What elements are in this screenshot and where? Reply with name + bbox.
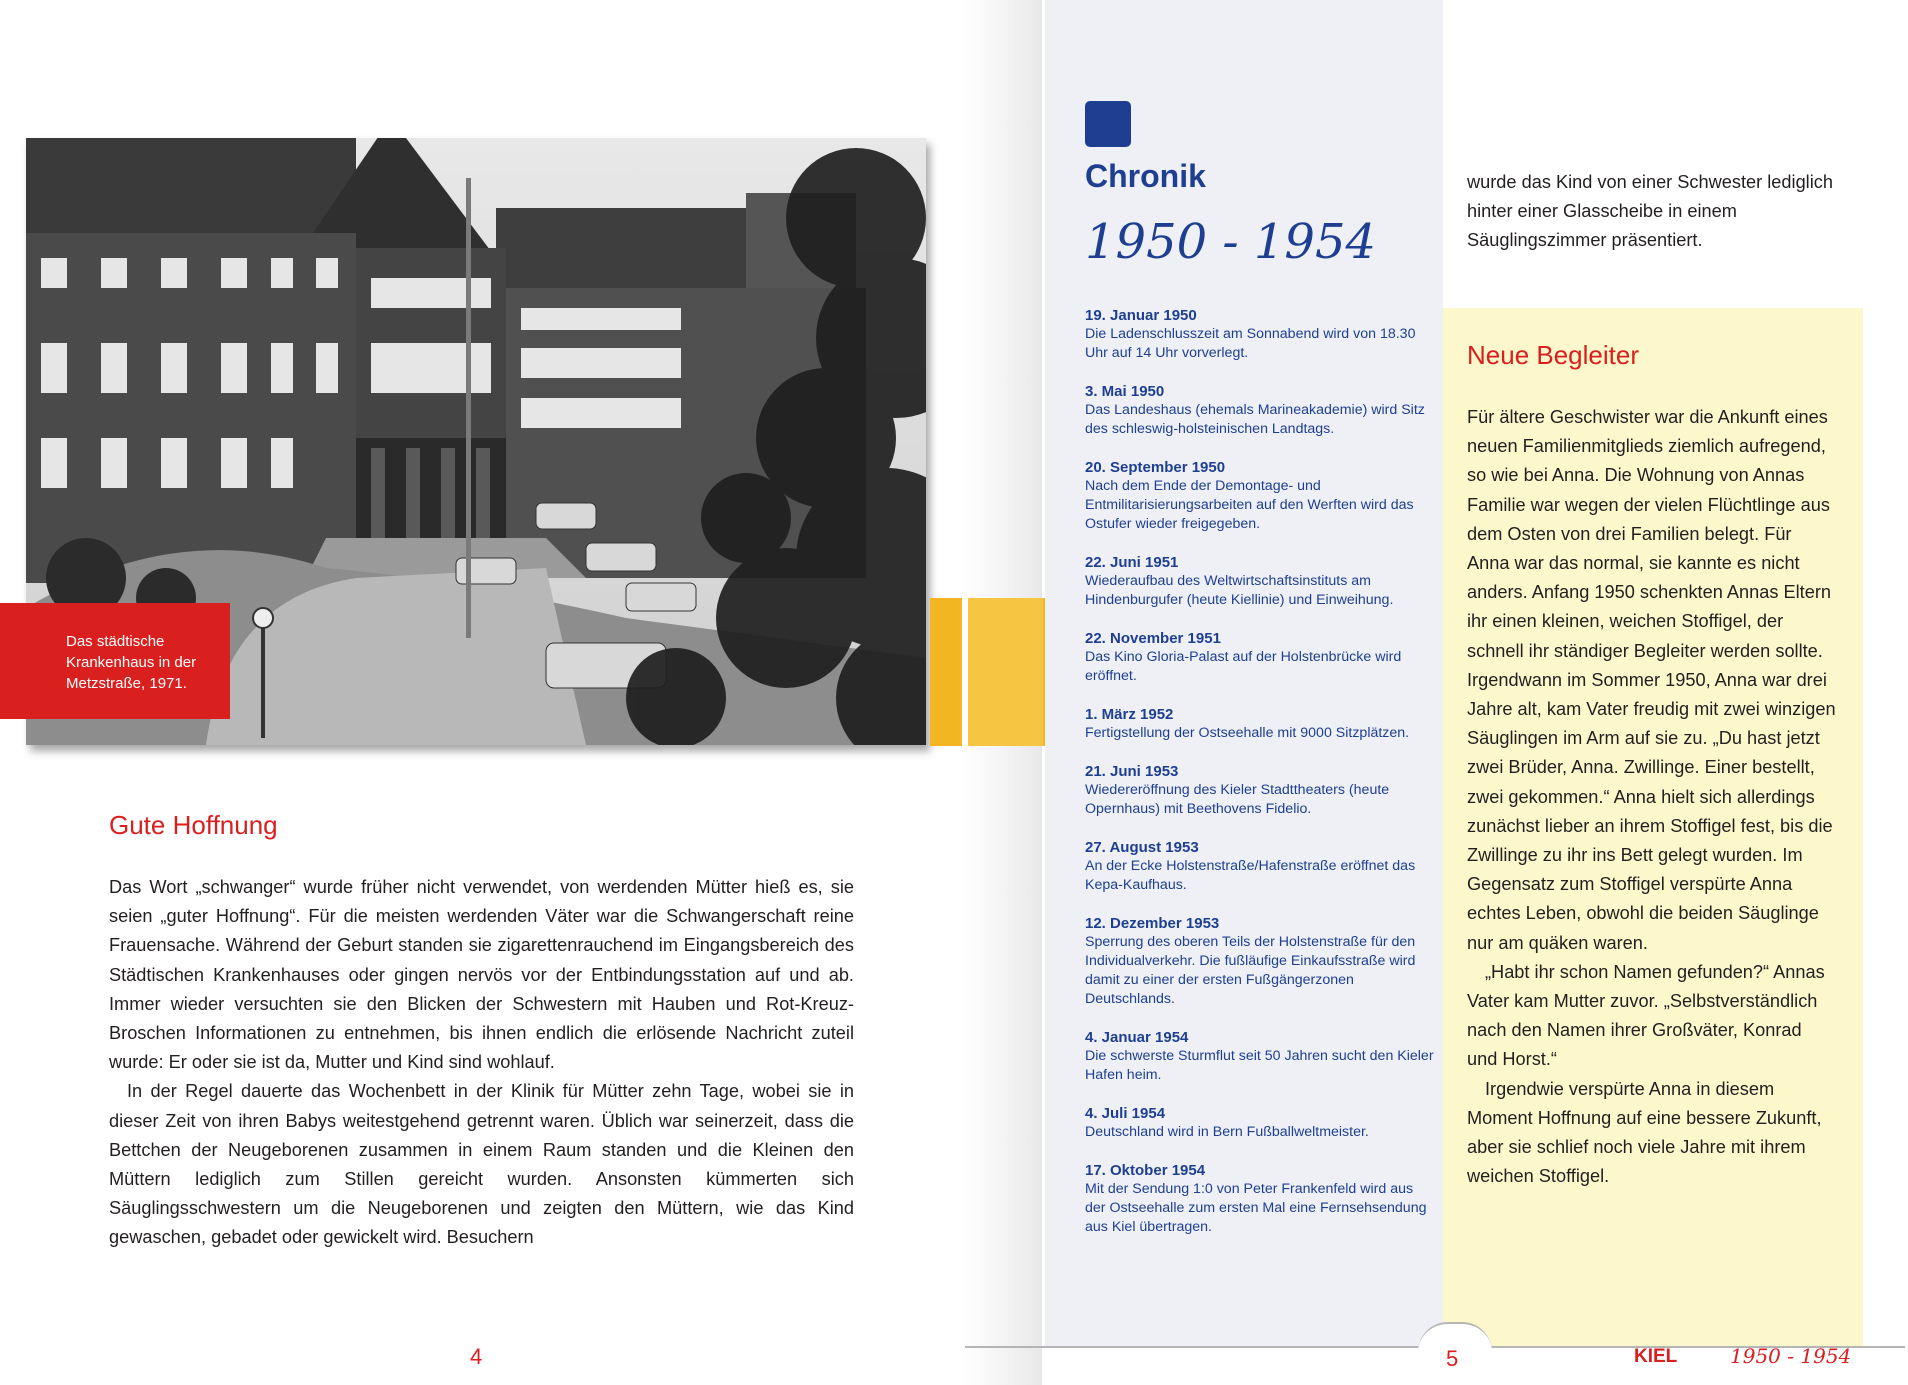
paragraph: In der Regel dauerte das Wochenbett in der Klinik für Mütter zehn Tage, wobei sie in dieser Zeit von ihren Babys weitestgehend getrennt waren. Üblich war seinerzeit, dass die Bettchen der Neugeborenen zusammen in einem Raum standen und die Kleinen den Müttern lediglich zum Stillen gereicht wurden. Ansonsten kümmerten sich Säuglingsschwestern um die Neugeborenen und zeigten den Müttern, wie das Kind gewaschen, gebadet oder gewickelt wird. Besuchern bbox=[109, 1081, 854, 1248]
chronik-date: 22. November 1951 bbox=[1085, 630, 1221, 647]
paragraph: Für ältere Geschwister war die Ankunft eines neuen Familienmitglieds ziemlich aufregend, so wie bei Anna. Die Wohnung von Annas Familie war wegen der vielen Flüchtlinge aus dem Osten von drei Familien belegt. Für Anna war das normal, sie kannte es nicht anders. Anfang 1950 schenkten Annas Eltern ihr einen kleinen, weichen Stoffigel, der schnell ihr ständiger Begleiter werden sollte. Irgendwann im Sommer 1950, Anna war drei Jahre alt, kam Vater freudig mit zwei winzigen Säuglingen im Arm auf sie zu. „Du hast jetzt zwei Brüder, Anna. Zwillinge. Einer bestellt, zwei gekommen.“ Anna hielt sich allerdings zunächst lieber an ihrem Stoffigel fest, bis die Zwillinge zu ihr ins Bett gelegt wurden. Im Gegensatz zum Stoffigel verspürte Anna echtes Leben, obwohl die beiden Säuglinge nur am quäken waren. bbox=[1467, 407, 1836, 953]
body-text-left bbox=[109, 873, 854, 1253]
section-title-gute-hoffnung: Gute Hoffnung bbox=[109, 810, 278, 840]
chronik-date: 20. September 1950 bbox=[1085, 459, 1226, 476]
chronik-text: An der Ecke Holstenstraße/Hafenstraße eröffnet das Kepa-Kaufhaus. bbox=[1085, 858, 1416, 893]
chronik-entry bbox=[1085, 553, 1435, 610]
chronik-entry bbox=[1085, 1104, 1435, 1142]
chronik-entry bbox=[1085, 629, 1435, 686]
chronik-entry bbox=[1085, 838, 1435, 895]
chronik-entry bbox=[1085, 914, 1435, 1009]
chronik-square-icon bbox=[1085, 101, 1131, 147]
paragraph: „Habt ihr schon Namen gefunden?“ Annas Vater kam Mutter zuvor. „Selbstverständlich nach den Namen ihrer Großväter, Konrad und Horst.“ bbox=[1467, 961, 1825, 1070]
chronik-date: 27. August 1953 bbox=[1085, 839, 1199, 856]
chronik-text: Wiedereröffnung des Kieler Stadttheaters (heute Opernhaus) mit Beethovens Fidelio. bbox=[1085, 782, 1390, 817]
chronik-date: 19. Januar 1950 bbox=[1085, 307, 1197, 324]
chronik-text: Die Ladenschlusszeit am Sonnabend wird von 18.30 Uhr auf 14 Uhr vorverlegt. bbox=[1085, 326, 1416, 361]
chronik-text: Das Kino Gloria-Palast auf der Holstenbrücke wird eröffnet. bbox=[1085, 649, 1402, 684]
chronik-text: Die schwerste Sturmflut seit 50 Jahren sucht den Kieler Hafen heim. bbox=[1085, 1048, 1434, 1083]
body-text-right bbox=[1467, 403, 1837, 1191]
chronik-title: Chronik bbox=[1085, 158, 1206, 194]
chronik-date: 4. Januar 1954 bbox=[1085, 1029, 1189, 1046]
chronik-text: Deutschland wird in Bern Fußballweltmeister. bbox=[1085, 1124, 1369, 1140]
chronik-years: 1950 - 1954 bbox=[1085, 214, 1377, 270]
chronik-date: 1. März 1952 bbox=[1085, 706, 1174, 723]
chronik-date: 21. Juni 1953 bbox=[1085, 763, 1179, 780]
chronik-text: Nach dem Ende der Demontage- und Entmilitarisierungsarbeiten auf den Werften wird das Ostufer wieder freigegeben. bbox=[1085, 478, 1414, 532]
chronik-date: 22. Juni 1951 bbox=[1085, 554, 1179, 571]
chronik-text: Das Landeshaus (ehemals Marineakademie) wird Sitz des schleswig-holsteinischen Landtags. bbox=[1085, 402, 1425, 437]
chronik-entry bbox=[1085, 306, 1435, 363]
chronik-entry bbox=[1085, 705, 1435, 743]
section-title-neue-begleiter: Neue Begleiter bbox=[1467, 340, 1639, 370]
chronik-list bbox=[1085, 306, 1435, 1256]
footer-brand: KIEL bbox=[1634, 1346, 1678, 1367]
chronik-text: Wiederaufbau des Weltwirtschaftsinstituts am Hindenburgufer (heute Kiellinie) und Einweihung. bbox=[1085, 573, 1394, 608]
page-number-right: 5 bbox=[1446, 1346, 1459, 1371]
chronik-entry bbox=[1085, 762, 1435, 819]
chronik-date: 4. Juli 1954 bbox=[1085, 1105, 1166, 1122]
yellow-tab-right bbox=[968, 598, 1043, 746]
chronik-text: Mit der Sendung 1:0 von Peter Frankenfeld wird aus der Ostseehalle zum ersten Mal eine Fernsehsendung aus Kiel übertragen. bbox=[1085, 1181, 1427, 1235]
chronik-entry bbox=[1085, 1161, 1435, 1237]
chronik-entry bbox=[1085, 382, 1435, 439]
paragraph: Irgendwie verspürte Anna in diesem Moment Hoffnung auf eine bessere Zukunft, aber sie schlief noch viele Jahre mit ihrem weichen Stoffigel. bbox=[1467, 1078, 1822, 1187]
photo-caption: Das städtische Krankenhaus in der Metzstraße, 1971. bbox=[0, 603, 230, 719]
chronik-entry bbox=[1085, 1028, 1435, 1085]
continuation-text: wurde das Kind von einer Schwester lediglich hinter einer Glasscheibe in einem Säuglingszimmer präsentiert. bbox=[1467, 172, 1833, 251]
chronik-text: Fertigstellung der Ostseehalle mit 9000 Sitzplätzen. bbox=[1085, 725, 1410, 741]
chronik-date: 3. Mai 1950 bbox=[1085, 383, 1165, 400]
chronik-text: Sperrung des oberen Teils der Holstenstraße für den Individualverkehr. Die fußläufige Einkaufsstraße wird damit zu einer der ersten Fußgängerzonen Deutschlands. bbox=[1085, 934, 1416, 1007]
paragraph: Das Wort „schwanger“ wurde früher nicht verwendet, von werdenden Mütter hieß es, sie seien „guter Hoffnung“. Für die meisten werdenden Väter war die Schwangerschaft reine Frauensache. Während der Geburt standen sie zigarettenrauchend im Eingangsbereich des Städtischen Krankenhauses oder gingen nervös vor der Entbindungsstation auf und ab. Immer wieder versuchten sie den Blicken der Schwestern mit Hauben und Rot-Kreuz-Broschen Informationen zu entnehmen, bis ihnen endlich die erlösende Nachricht zuteil wurde: Er oder sie ist da, Mutter und Kind sind wohlauf. bbox=[109, 877, 854, 1073]
footer-years: 1950 - 1954 bbox=[1730, 1344, 1852, 1368]
page-number-left: 4 bbox=[470, 1344, 483, 1369]
chronik-entry bbox=[1085, 458, 1435, 534]
chronik-date: 17. Oktober 1954 bbox=[1085, 1162, 1206, 1179]
chronik-date: 12. Dezember 1953 bbox=[1085, 915, 1220, 932]
